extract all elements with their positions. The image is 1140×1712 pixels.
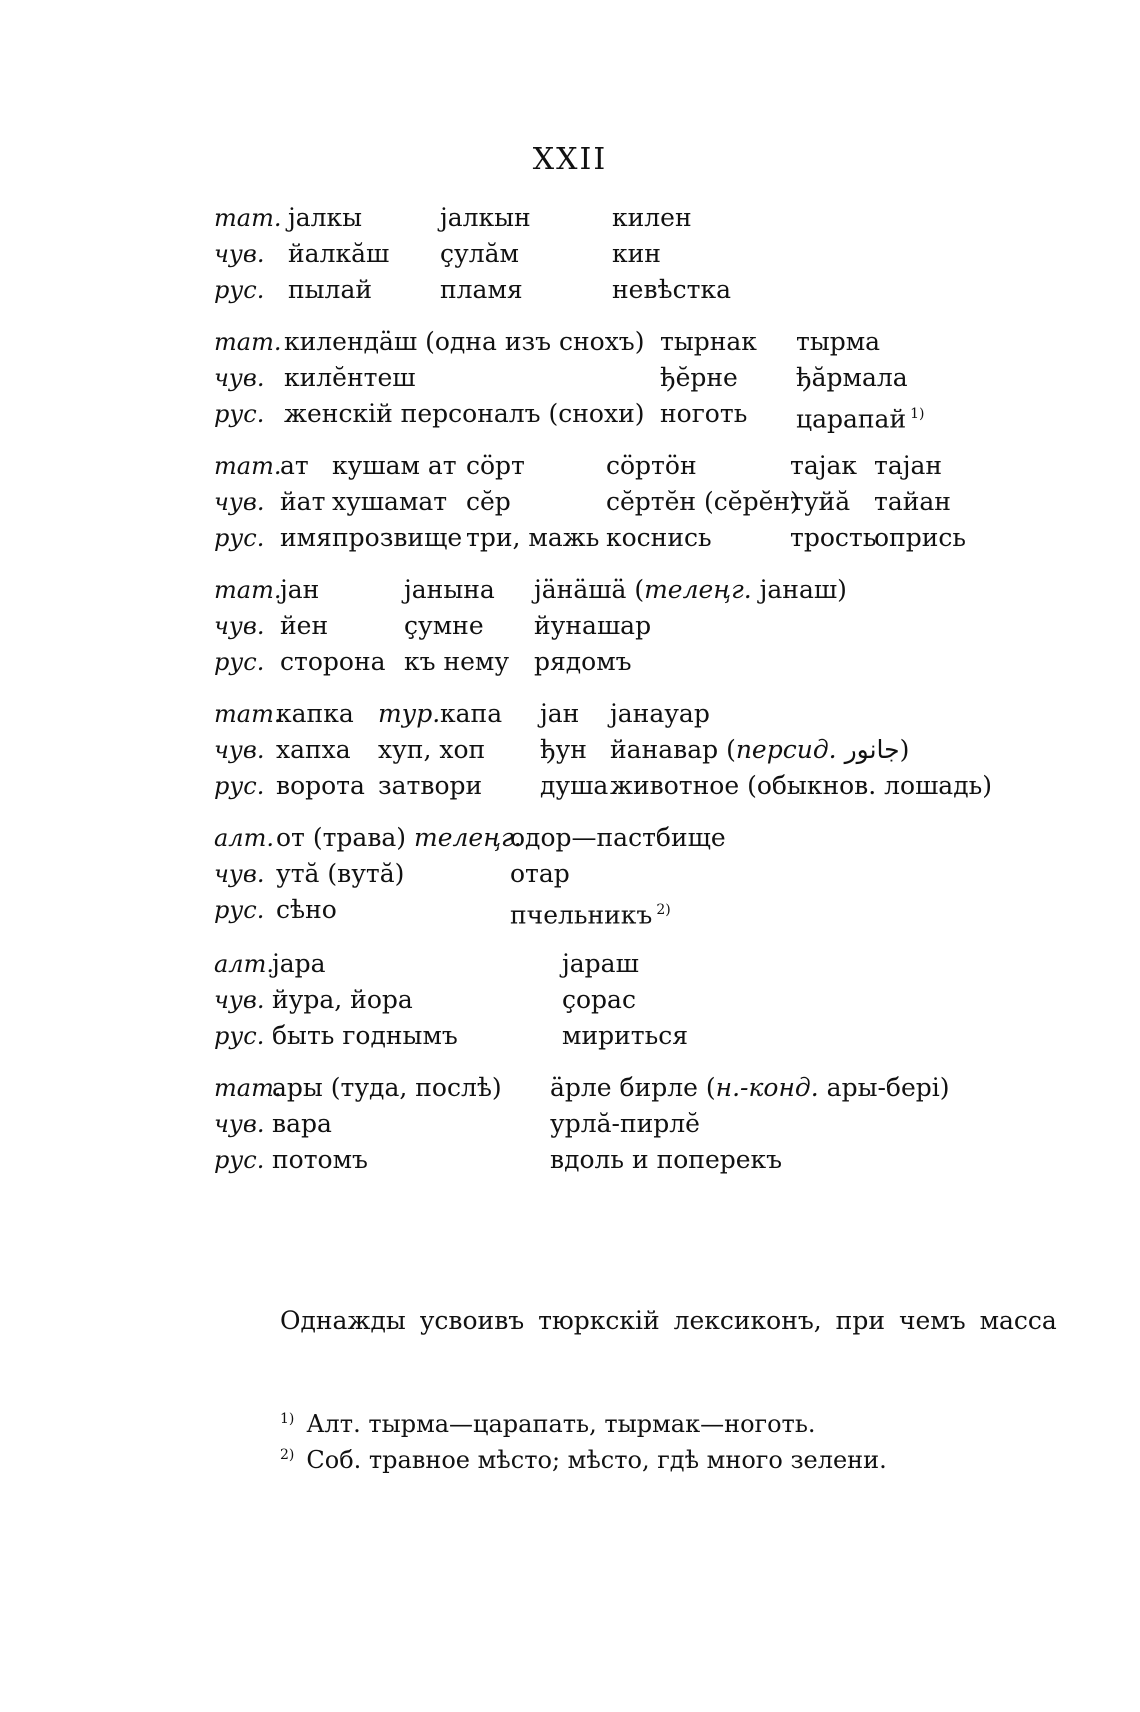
word: отар (510, 859, 570, 888)
language-label: тат. (214, 328, 282, 356)
word: прозвище (332, 523, 463, 552)
word: йен (280, 611, 329, 640)
entry-row (214, 1070, 1074, 1106)
word: хушамат (332, 487, 448, 516)
word: сöрт (466, 451, 525, 480)
entry-row (214, 856, 1074, 892)
entry-row (214, 644, 1074, 680)
entry-row (214, 448, 1074, 484)
word: потомъ (272, 1145, 368, 1174)
word: ђĕрне (660, 363, 738, 392)
dialect-label: телеңг. (414, 823, 522, 852)
entry-row (214, 236, 1074, 272)
word: јанауар (610, 699, 710, 728)
dialect-label: телеңг. (644, 575, 752, 604)
word: сѣно (276, 895, 337, 924)
language-label: рус. (214, 276, 265, 304)
word: вдоль и поперекъ (550, 1145, 783, 1174)
language-label: тат. (214, 452, 282, 480)
word: çулăм (440, 239, 519, 268)
language-label: рус. (214, 772, 265, 800)
word: утă (вутă) (276, 859, 405, 888)
word: йунашар (534, 611, 652, 640)
word: мириться (562, 1021, 688, 1050)
word: опрись (874, 523, 966, 552)
word-with-footnote (796, 396, 925, 437)
language-label: рус. (214, 1022, 265, 1050)
entry-row (214, 572, 1074, 608)
language-label: чув. (214, 240, 265, 268)
entry-group-4 (214, 572, 1074, 680)
entry-row (214, 608, 1074, 644)
entry-row (214, 396, 1074, 432)
language-label: чув. (214, 612, 265, 640)
word: невѣстка (612, 275, 731, 304)
word: јалкын (440, 203, 531, 232)
word: хапха (276, 735, 351, 764)
word: ноготь (660, 399, 748, 428)
word: ворота (276, 771, 365, 800)
entry-row (214, 696, 1074, 732)
entry-group-1 (214, 200, 1074, 308)
footnote-text: Алт. тырма—царапать, тырмак—ноготь. (306, 1410, 816, 1438)
word: имя (280, 523, 332, 552)
word: туйă (790, 487, 851, 516)
word: ары-бері) (818, 1073, 950, 1102)
entry-row (214, 732, 1074, 768)
language-label: алт. (214, 950, 274, 978)
word: тајан (874, 451, 943, 480)
word: трость (790, 523, 877, 552)
word: пламя (440, 275, 523, 304)
word: çорас (562, 985, 636, 1014)
footnote-text: Соб. травное мѣсто; мѣсто, гдѣ много зелени. (306, 1446, 887, 1474)
word: çумне (404, 611, 484, 640)
word: капа (440, 699, 503, 728)
word: килен (612, 203, 692, 232)
language-label: чув. (214, 488, 265, 516)
word: женскій персоналъ (снохи) (284, 399, 645, 428)
word: ат (280, 451, 309, 480)
word: јараш (562, 949, 639, 978)
entry-row (214, 1142, 1074, 1178)
word: йура, йора (272, 985, 413, 1014)
entry-row (214, 982, 1074, 1018)
language-label: рус. (214, 524, 265, 552)
word: кушам ат (332, 451, 457, 480)
word: пчельникъ (510, 900, 653, 930)
word: хуп, хоп (378, 735, 486, 764)
word: три, мажь (466, 523, 600, 552)
word: јара (272, 949, 326, 978)
word: затвори (378, 771, 483, 800)
dialect-label: н.-конд. (715, 1073, 819, 1102)
entry-row (214, 768, 1074, 804)
word: сторона (280, 647, 386, 676)
word: тайан (874, 487, 951, 516)
language-label: чув. (214, 986, 265, 1014)
language-label: чув. (214, 364, 265, 392)
word: сĕр (466, 487, 511, 516)
language-label: алт. (214, 824, 274, 852)
footnote-mark: 1) (280, 1411, 295, 1427)
language-label: тат. (214, 1074, 282, 1102)
word: ђун (540, 735, 587, 764)
word: йат (280, 487, 326, 516)
entry-row (214, 1106, 1074, 1142)
entry-group-8 (214, 1070, 1074, 1178)
word: килĕнтеш (284, 363, 416, 392)
word-with-footnote (510, 892, 671, 933)
word: капка (276, 699, 354, 728)
word: тајак (790, 451, 858, 480)
word: тырма (796, 327, 881, 356)
phrase (610, 732, 909, 768)
language-label: рус. (214, 400, 265, 428)
entry-group-7 (214, 946, 1074, 1054)
word: јанаш) (751, 575, 847, 604)
entry-row (214, 820, 1074, 856)
page-number: XXII (532, 142, 608, 177)
entry-row (214, 946, 1074, 982)
language-label: тур. (378, 699, 441, 728)
language-label: чув. (214, 860, 265, 888)
word: сöртöн (606, 451, 697, 480)
entry-group-2 (214, 324, 1074, 432)
word: йанавар ( (610, 735, 736, 764)
word: тырнак (660, 327, 757, 356)
footnote (280, 1437, 1080, 1473)
language-label: рус. (214, 648, 265, 676)
entry-row (214, 484, 1074, 520)
entry-row (214, 360, 1074, 396)
entry-row (214, 200, 1074, 236)
language-label: рус. (214, 1146, 265, 1174)
word: кин (612, 239, 661, 268)
word: одор—пастбище (510, 823, 726, 852)
entry-row (214, 272, 1074, 308)
language-label: тат. (214, 204, 282, 232)
word: ђăрмала (796, 363, 908, 392)
word: пылай (288, 275, 373, 304)
footnotes (280, 1401, 1080, 1473)
word: јан (540, 699, 580, 728)
word: јäнäшä ( (534, 575, 645, 604)
word: сĕртĕн (сĕрĕн) (606, 487, 800, 516)
language-label: чув. (214, 1110, 265, 1138)
word: јан (280, 575, 320, 604)
language-label: тат. (214, 700, 282, 728)
word: душа (540, 771, 609, 800)
footnote-mark: 2) (280, 1447, 295, 1463)
word: вара (272, 1109, 332, 1138)
entry-group-3 (214, 448, 1074, 556)
phrase (534, 572, 847, 608)
footnote-ref: 2) (656, 902, 671, 918)
language-label: чув. (214, 736, 265, 764)
language-label: персид. (735, 735, 837, 764)
entry-row (214, 1018, 1074, 1054)
word: йалкăш (288, 239, 390, 268)
entry-row (214, 520, 1074, 556)
language-label: тат. (214, 576, 282, 604)
word: коснись (606, 523, 712, 552)
word: къ нему (404, 647, 510, 676)
word: јанына (404, 575, 495, 604)
entry-group-5 (214, 696, 1074, 804)
footnote-ref: 1) (910, 406, 925, 422)
word: килендäш (одна изъ снохъ) (284, 327, 645, 356)
word: быть годнымъ (272, 1021, 458, 1050)
word: животное (обыкнов. лошадь) (610, 771, 992, 800)
word: äрле бирле ( (550, 1073, 716, 1102)
word: урлă-пирлĕ (550, 1109, 700, 1138)
footnote (280, 1401, 1080, 1437)
phrase (550, 1070, 950, 1106)
word: ары (туда, послѣ) (272, 1073, 502, 1102)
entry-row (214, 324, 1074, 360)
word: جانور) (836, 735, 910, 764)
word: јалкы (288, 203, 363, 232)
entry-group-6 (214, 820, 1074, 928)
language-label: рус. (214, 896, 265, 924)
closing-line: Однажды усвоивъ тюркскій лексиконъ, при чемъ масса (280, 1306, 1057, 1335)
word: царапай (796, 404, 907, 434)
entry-row (214, 892, 1074, 928)
word: рядомъ (534, 647, 632, 676)
word: от (трава) (276, 823, 407, 852)
